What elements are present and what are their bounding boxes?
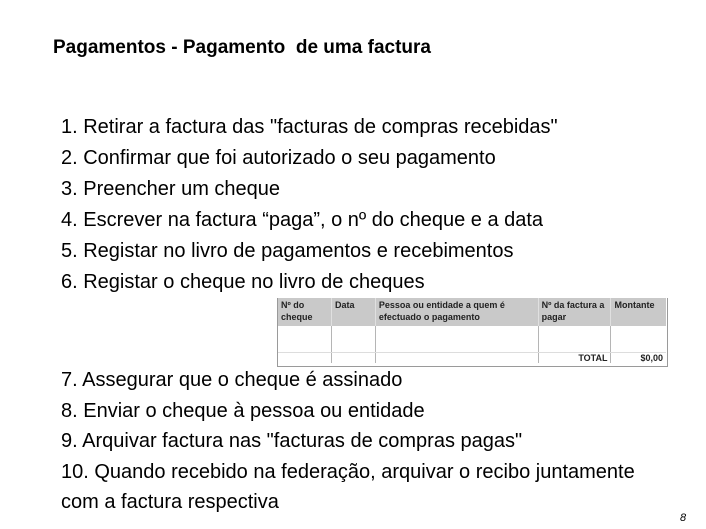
ledger-header-payee: Pessoa ou entidade a quem é efectuado o pagamento	[375, 298, 538, 326]
ledger-empty-row	[278, 326, 667, 353]
step-item: 7. Assegurar que o cheque é assinado	[61, 369, 403, 391]
ledger-header-row	[278, 298, 667, 326]
ledger-header-invoice-no: Nº da factura a pagar	[538, 298, 611, 326]
steps-list-bottom	[61, 365, 661, 518]
step-item: 1. Retirar a factura das "facturas de compras recebidas"	[61, 116, 558, 138]
step-item: 10. Quando recebido na federação, arquivar o recibo juntamente com a factura respectiva	[61, 460, 635, 513]
ledger-header-date: Data	[331, 298, 375, 326]
ledger-cell	[538, 326, 611, 353]
cheque-ledger-table	[277, 298, 666, 363]
ledger-cell	[375, 353, 538, 364]
ledger-total-row	[278, 353, 667, 364]
ledger-header-cheque-no: Nº do cheque	[278, 298, 332, 326]
step-item: 2. Confirmar que foi autorizado o seu pagamento	[61, 147, 496, 169]
step-item: 8. Enviar o cheque à pessoa ou entidade	[61, 399, 425, 422]
page-title: Pagamentos - Pagamento de uma factura	[53, 37, 431, 58]
ledger-cell	[375, 326, 538, 353]
ledger-cell	[278, 326, 332, 353]
step-item: 5. Registar no livro de pagamentos e recebimentos	[61, 240, 514, 262]
ledger-header-amount: Montante	[611, 298, 666, 326]
page-number: 8	[680, 512, 687, 524]
ledger-total-value: $0,00	[611, 353, 666, 364]
ledger-cell	[331, 326, 375, 353]
step-item: 4. Escrever na factura “paga”, o nº do cheque e a data	[61, 209, 544, 231]
ledger-cell	[278, 353, 332, 364]
ledger-total-label: TOTAL	[538, 353, 611, 364]
ledger-cell	[611, 326, 666, 353]
step-item: 6. Registar o cheque no livro de cheques	[61, 271, 425, 293]
step-item: 3. Preencher um cheque	[61, 178, 281, 200]
ledger-cell	[331, 353, 375, 364]
step-item: 9. Arquivar factura nas "facturas de compras pagas"	[61, 430, 523, 452]
steps-list-top	[61, 112, 558, 298]
